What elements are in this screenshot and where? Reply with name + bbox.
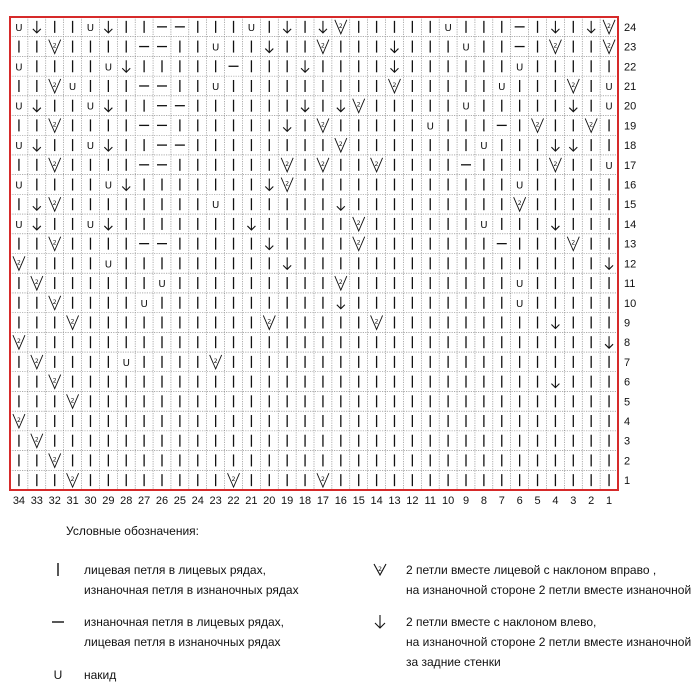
svg-text:2: 2 [34, 357, 39, 365]
k2tog-left-arrow [122, 60, 130, 72]
svg-text:U: U [104, 62, 113, 74]
svg-text:2: 2 [356, 101, 361, 109]
svg-text:U: U [86, 141, 95, 153]
k2tog-right [67, 315, 79, 329]
yarn-over [105, 62, 112, 73]
legend-k2r-line1: 2 петли вместе лицевой с наклоном вправо , [406, 563, 657, 577]
k2tog-right [49, 375, 61, 389]
k2tog-right [335, 138, 347, 152]
yarn-over [480, 141, 487, 152]
yarn-over [516, 181, 523, 192]
column-number: 3 [570, 495, 577, 507]
legend-k2l-line2: на изнаночной стороне 2 петли вместе изнаночной [406, 635, 692, 649]
yarn-over [87, 23, 94, 34]
yarn-over [87, 102, 94, 113]
row-number: 19 [624, 120, 637, 133]
svg-text:2: 2 [231, 476, 236, 484]
yarn-over [516, 62, 523, 73]
svg-text:2: 2 [607, 42, 611, 50]
svg-text:2: 2 [17, 259, 21, 267]
k2tog-right [31, 276, 43, 290]
k2tog-right [353, 99, 365, 113]
yarn-over [212, 43, 219, 54]
k2tog-left-arrow [551, 218, 559, 230]
k2tog-right [210, 355, 222, 369]
yarn-over [87, 141, 94, 152]
svg-text:2: 2 [52, 81, 57, 89]
k2tog-right [67, 394, 79, 408]
k2tog-right [353, 217, 365, 231]
svg-text:2: 2 [52, 42, 57, 50]
k2tog-right [31, 434, 43, 448]
column-number: 11 [424, 495, 436, 507]
row-number: 18 [624, 140, 637, 153]
column-number: 29 [102, 495, 115, 507]
column-number: 9 [462, 495, 470, 507]
yarn-over [605, 161, 612, 172]
column-number: 21 [245, 495, 258, 507]
k2tog-right [567, 79, 579, 93]
legend-purl-line2: лицевая петля в изнаночных рядах [84, 635, 281, 649]
svg-text:2: 2 [589, 121, 594, 129]
svg-text:2: 2 [70, 476, 75, 484]
column-number: 26 [155, 495, 169, 507]
svg-text:U: U [86, 22, 95, 34]
k2tog-left-arrow [104, 139, 112, 151]
k2tog-left-arrow [33, 218, 41, 230]
column-number: 32 [48, 495, 61, 507]
svg-text:U: U [605, 101, 613, 113]
column-number: 8 [480, 495, 487, 507]
svg-text:2: 2 [52, 456, 57, 464]
k2tog-right [371, 315, 383, 329]
legend-knit-line2: изнаночная петля в изнаночных рядах [84, 583, 299, 597]
column-number: 20 [263, 495, 276, 507]
row-number: 6 [624, 376, 631, 389]
svg-text:2: 2 [571, 239, 576, 247]
legend-purl-line1: изнаночная петля в лицевых рядах, [84, 615, 284, 629]
k2tog-right [335, 276, 347, 290]
column-number: 27 [137, 495, 151, 507]
svg-text:2: 2 [553, 42, 558, 50]
row-number: 23 [624, 41, 637, 54]
k2tog-left-arrow [33, 21, 41, 33]
svg-text:2: 2 [321, 160, 325, 168]
column-number: 4 [552, 495, 559, 507]
k2tog-right [567, 237, 579, 251]
svg-text:2: 2 [321, 121, 325, 129]
k2tog-right [49, 79, 61, 93]
column-number: 19 [281, 495, 294, 507]
svg-text:2: 2 [52, 298, 57, 306]
legend-k2l-line1: 2 петли вместе с наклоном влево, [406, 615, 597, 629]
svg-text:U: U [104, 259, 113, 271]
column-number: 17 [316, 495, 330, 507]
column-number: 7 [498, 495, 505, 507]
svg-text:U: U [15, 219, 23, 231]
yarn-over [15, 141, 22, 152]
yarn-over [87, 220, 94, 231]
column-number: 13 [388, 495, 401, 507]
k2tog-right [13, 414, 25, 428]
k2tog-right [49, 296, 61, 310]
k2tog-right [49, 453, 61, 467]
k2tog-right [49, 197, 61, 211]
row-number: 21 [624, 80, 637, 93]
column-number: 23 [209, 495, 222, 507]
yarn-over [105, 259, 112, 270]
svg-text:2: 2 [52, 239, 57, 247]
legend-knit-line1: лицевая петля в лицевых рядах, [84, 563, 266, 577]
k2tog-left-arrow [283, 21, 291, 33]
svg-text:2: 2 [374, 318, 379, 326]
svg-text:U: U [211, 81, 220, 93]
svg-text:2: 2 [338, 22, 343, 30]
svg-text:U: U [605, 160, 613, 172]
row-number: 24 [624, 21, 637, 34]
k2tog-left-arrow [569, 100, 577, 112]
k2tog-right [317, 473, 329, 487]
legend-k2l-line3: за задние стенки [406, 655, 501, 669]
k2tog-left-arrow [265, 179, 273, 191]
k2tog-right [31, 355, 43, 369]
row-number: 7 [624, 356, 631, 369]
k2tog-right [603, 40, 615, 54]
k2tog-right [263, 315, 275, 329]
column-number: 18 [298, 495, 312, 507]
k2tog-left-arrow [301, 100, 309, 112]
svg-text:2: 2 [607, 22, 611, 30]
legend-title: Условные обозначения: [66, 524, 199, 538]
row-number: 16 [624, 179, 637, 192]
svg-text:U: U [426, 121, 434, 133]
k2tog-right [549, 40, 561, 54]
column-number: 33 [30, 495, 43, 507]
yarn-over [605, 82, 612, 93]
knit-symbol-icon [48, 560, 68, 578]
svg-text:U: U [605, 81, 613, 93]
k2tog-right [317, 158, 329, 172]
svg-text:U: U [515, 62, 524, 74]
column-number: 10 [441, 495, 455, 507]
column-number: 2 [588, 495, 595, 507]
k2tog-right [228, 473, 240, 487]
k2tog-right [532, 118, 544, 132]
svg-text:U: U [462, 42, 470, 54]
k2tog-left-arrow [319, 21, 327, 33]
legend-yo-line1: накид [84, 668, 117, 682]
svg-text:U: U [480, 141, 488, 153]
k2tog-right [281, 178, 293, 192]
row-number: 5 [624, 396, 631, 409]
row-number: 14 [624, 218, 637, 231]
k2tog-left-arrow [390, 60, 398, 72]
k2tog-right [49, 40, 61, 54]
k2tog-left-arrow [33, 139, 41, 151]
yarn-over [462, 102, 469, 113]
yarn-over [427, 121, 434, 132]
yarn-over [248, 23, 255, 34]
k2tog-right [49, 237, 61, 251]
svg-text:2: 2 [338, 279, 343, 287]
svg-text:U: U [15, 22, 23, 34]
column-number: 1 [605, 495, 613, 507]
k2tog-left-arrow [265, 238, 273, 250]
k2tog-right-symbol-icon [370, 560, 390, 578]
row-number: 13 [624, 238, 637, 251]
svg-text:2: 2 [285, 180, 290, 188]
svg-text:U: U [211, 42, 220, 54]
k2tog-right [49, 118, 61, 132]
k2tog-left-arrow [587, 21, 595, 33]
column-number: 34 [12, 495, 26, 507]
yarn-over [15, 181, 22, 192]
k2tog-right [281, 158, 293, 172]
yarn-over [444, 23, 451, 34]
k2tog-left-arrow [605, 336, 613, 348]
k2tog-right [13, 335, 25, 349]
k2tog-right [317, 118, 329, 132]
k2tog-left-arrow [337, 198, 345, 210]
column-number: 28 [120, 495, 133, 507]
k2tog-right [603, 20, 615, 34]
k2tog-right [371, 158, 383, 172]
yarn-over [15, 23, 22, 34]
yarn-over [69, 82, 76, 93]
k2tog-left-arrow [104, 21, 112, 33]
svg-text:2: 2 [374, 160, 379, 168]
k2tog-left-arrow [337, 100, 345, 112]
k2tog-right [585, 118, 597, 132]
svg-text:2: 2 [535, 121, 540, 129]
yarn-over [15, 62, 22, 73]
yarn-over [212, 82, 219, 93]
svg-text:U: U [515, 180, 524, 192]
column-number: 14 [370, 495, 383, 507]
svg-text:2: 2 [285, 160, 290, 168]
svg-text:U: U [211, 200, 220, 212]
svg-text:U: U [15, 101, 23, 113]
k2tog-left-arrow [605, 257, 613, 269]
k2tog-right [514, 197, 526, 211]
k2tog-right [335, 20, 347, 34]
k2tog-right [49, 158, 61, 172]
column-numbers [13, 495, 612, 507]
column-number: 22 [227, 495, 240, 507]
k2tog-left-arrow [33, 100, 41, 112]
svg-text:2: 2 [392, 81, 397, 89]
k2tog-left-arrow [104, 100, 112, 112]
k2tog-left-arrow [33, 198, 41, 210]
k2tog-left-arrow [247, 218, 255, 230]
svg-text:U: U [515, 298, 524, 310]
k2tog-left-arrow [390, 41, 398, 53]
svg-text:2: 2 [356, 219, 361, 227]
svg-text:U: U [140, 298, 148, 310]
yarn-over [212, 200, 219, 211]
k2tog-left-arrow [104, 218, 112, 230]
yarn-over [123, 358, 130, 369]
svg-text:U: U [86, 101, 95, 113]
chart-grid [10, 17, 618, 490]
column-number: 31 [66, 495, 79, 507]
svg-text:U: U [247, 22, 256, 34]
svg-text:2: 2 [52, 121, 57, 129]
svg-text:2: 2 [571, 81, 576, 89]
row-number: 3 [624, 435, 631, 448]
row-number: 15 [624, 199, 637, 212]
yarn-over [158, 279, 165, 290]
k2tog-left-arrow [301, 60, 309, 72]
yarn-over [462, 43, 469, 54]
yarn-over [15, 220, 22, 231]
yarn-over [516, 299, 523, 310]
yarn-over [605, 102, 612, 113]
row-number: 22 [624, 61, 637, 74]
svg-text:U: U [68, 81, 77, 93]
svg-text:2: 2 [213, 357, 218, 365]
k2tog-left-arrow [551, 21, 559, 33]
svg-text:2: 2 [52, 377, 57, 385]
column-number: 16 [334, 495, 347, 507]
svg-text:2: 2 [267, 318, 272, 326]
row-number: 20 [624, 100, 637, 113]
svg-text:U: U [444, 22, 452, 34]
k2tog-right [13, 256, 25, 270]
svg-text:U: U [15, 180, 23, 192]
svg-text:U: U [158, 279, 166, 291]
yarn-over [15, 102, 22, 113]
svg-text:2: 2 [17, 417, 21, 425]
k2tog-left-arrow [551, 139, 559, 151]
k2tog-right [67, 473, 79, 487]
svg-text:2: 2 [356, 239, 361, 247]
yarn-over [516, 279, 523, 290]
k2tog-left-arrow [283, 119, 291, 131]
svg-text:U: U [515, 279, 524, 291]
k2tog-right [388, 79, 400, 93]
k2tog-left-arrow [551, 316, 559, 328]
svg-text:U: U [480, 219, 488, 231]
svg-text:2: 2 [52, 200, 57, 208]
svg-text:2: 2 [17, 338, 21, 346]
svg-text:U: U [86, 219, 95, 231]
svg-text:U: U [462, 101, 470, 113]
row-number: 4 [624, 416, 631, 429]
yarn-over-symbol-icon: U [53, 668, 63, 682]
column-number: 12 [406, 495, 419, 507]
column-number: 25 [173, 495, 187, 507]
svg-text:2: 2 [70, 397, 75, 405]
svg-text:2: 2 [378, 566, 382, 573]
row-number: 2 [624, 455, 631, 468]
row-number: 17 [624, 159, 637, 172]
yarn-over [498, 82, 505, 93]
k2tog-left-arrow [337, 297, 345, 309]
svg-text:U: U [104, 180, 113, 192]
k2tog-right [317, 40, 329, 54]
purl-symbol-icon [48, 612, 68, 630]
svg-text:2: 2 [321, 42, 325, 50]
k2tog-left-arrow [122, 179, 130, 191]
k2tog-right [353, 237, 365, 251]
column-number: 24 [191, 495, 204, 507]
svg-text:U: U [15, 62, 23, 74]
svg-text:U: U [15, 141, 23, 153]
svg-text:2: 2 [70, 318, 75, 326]
column-number: 30 [84, 495, 97, 507]
column-number: 6 [516, 495, 523, 507]
row-number: 12 [624, 258, 637, 271]
svg-text:2: 2 [34, 279, 39, 287]
k2tog-right [549, 158, 561, 172]
svg-text:U: U [122, 357, 130, 369]
svg-text:2: 2 [52, 160, 57, 168]
svg-text:2: 2 [34, 436, 39, 444]
yarn-over [480, 220, 487, 231]
k2tog-left-arrow [569, 139, 577, 151]
row-number: 8 [624, 337, 631, 350]
yarn-over [140, 299, 147, 310]
row-number: 9 [624, 317, 631, 330]
column-number: 5 [534, 495, 541, 507]
row-numbers [624, 22, 636, 487]
column-number: 15 [352, 495, 365, 507]
svg-text:2: 2 [553, 160, 558, 168]
svg-text:2: 2 [338, 141, 343, 149]
k2tog-left-arrow [551, 376, 559, 388]
row-number: 1 [624, 475, 631, 488]
svg-text:U: U [498, 81, 506, 93]
arrow-down-symbol-icon [370, 612, 390, 630]
k2tog-left-arrow [283, 257, 291, 269]
svg-text:2: 2 [321, 476, 325, 484]
legend-k2r-line2: на изнаночной стороне 2 петли вместе изнаночной [406, 583, 692, 597]
row-number: 11 [624, 278, 636, 291]
k2tog-left-arrow [265, 41, 273, 53]
svg-text:2: 2 [517, 200, 522, 208]
row-number: 10 [624, 297, 637, 310]
yarn-over [105, 181, 112, 192]
